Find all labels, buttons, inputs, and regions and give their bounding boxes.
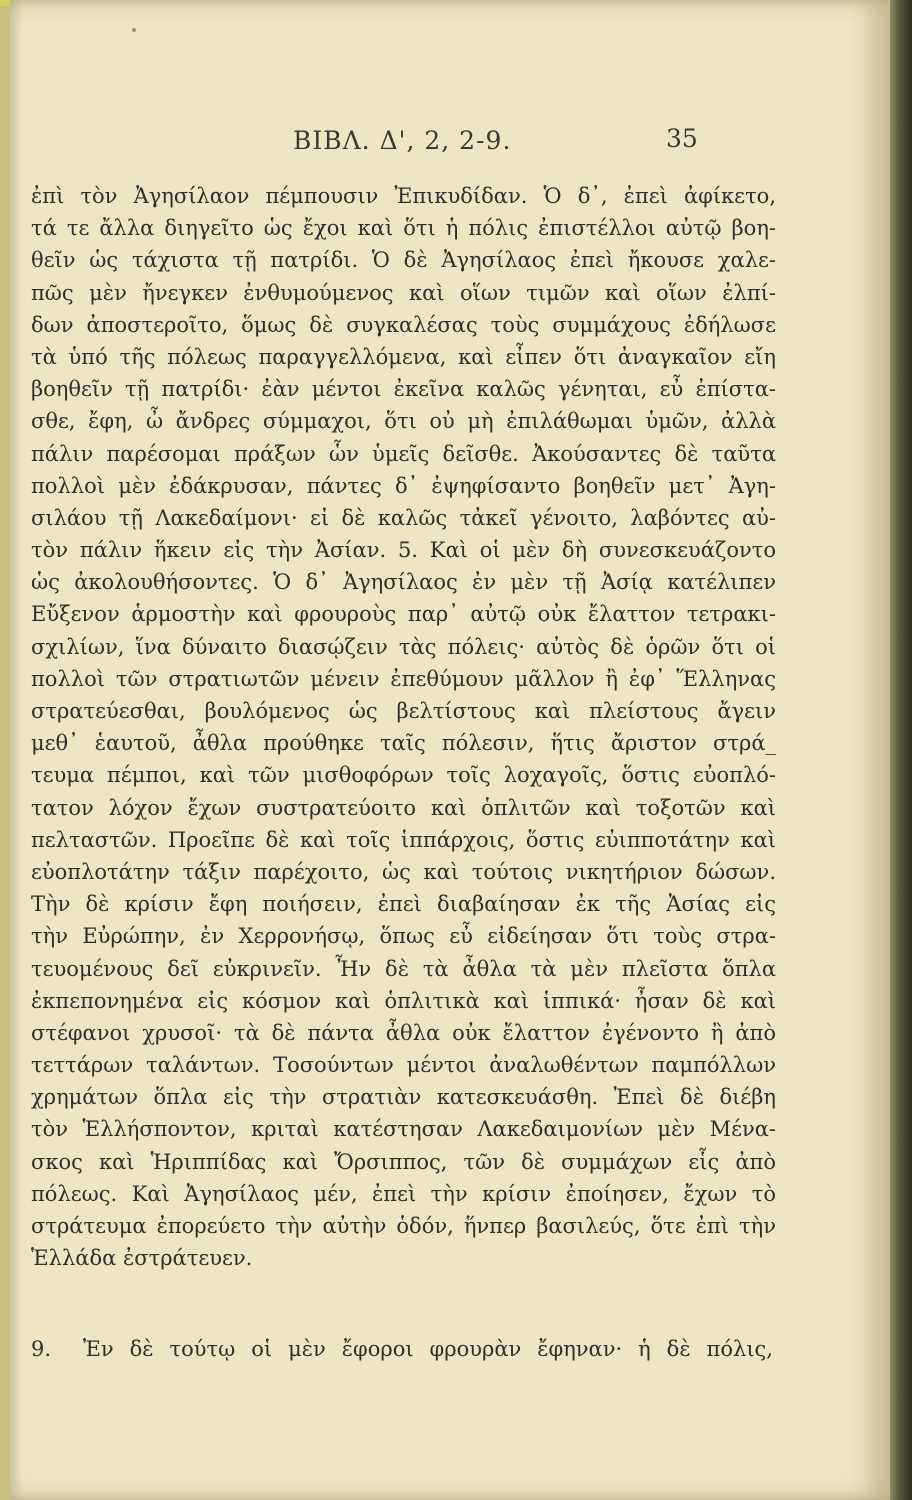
text-line: τευμα πέμποι, καὶ τῶν μισθοφόρων τοῖς λοχαγοῖς, ὅστις εὐοπλό- [31, 763, 776, 788]
page-header [10, 118, 890, 168]
body-text [31, 180, 776, 1274]
paper-speck [132, 28, 136, 32]
text-line: θεῖν ὡς τάχιστα τῇ πατρίδι. Ὁ δὲ Ἀγησίλαος ἐπεὶ ἤκουσε χαλε- [31, 248, 776, 273]
text-line: πόλεως. Καὶ Ἀγησίλαος μέν, ἐπεὶ τὴν κρίσιν ἐποίησεν, ἔχων τὸ [31, 1181, 776, 1206]
text-line: ὡς ἀκολουθήσοντες. Ὁ δ᾽ Ἀγησίλαος ἐν μὲν τῇ Ἀσίᾳ κατέλιπεν [31, 570, 776, 595]
section-number: 9. [31, 1337, 52, 1361]
text-line: πολλοὶ μὲν ἐδάκρυσαν, πάντες δ᾽ ἐψηφίσαντο βοηθεῖν μετ᾽ Ἀγη- [31, 473, 776, 498]
text-line: τά τε ἄλλα διηγεῖτο ὡς ἔχοι καὶ ὅτι ἡ πόλις ἐπιστέλλοι αὐτῷ βοη- [31, 216, 776, 241]
page-left-edge [0, 0, 10, 1500]
text-line: πολλοὶ τῶν στρατιωτῶν μένειν ἐπεθύμουν μᾶλλον ἢ ἐφ᾽ Ἕλληνας [31, 666, 776, 691]
section-text: Ἐν δὲ τούτῳ οἱ μὲν ἔφοροι φρουρὰν ἔφηναν· ἡ δὲ πόλις, [83, 1337, 773, 1361]
text-line: σιλάου τῇ Λακεδαίμονι· εἰ δὲ καλῶς τἀκεῖ γένοιτο, λαβόντες αὐ- [31, 505, 776, 530]
text-line: Εὔξενον ἁρμοστὴν καὶ φρουροὺς παρ᾽ αὐτῷ οὐκ ἔλαττον τετρακι- [31, 602, 776, 627]
text-line: εὐοπλοτάτην τάξιν παρέχοιτο, ὡς καὶ τούτοις νικητήριον δώσων. [31, 859, 776, 884]
page-number: 35 [666, 124, 698, 153]
text-line: στέφανοι χρυσοῖ· τὰ δὲ πάντα ἆθλα οὐκ ἔλαττον ἐγένοντο ἢ ἀπὸ [31, 1020, 776, 1045]
text-line: στρατεύεσθαι, βουλόμενος ὡς βελτίστους καὶ πλείστους ἄγειν [31, 699, 776, 723]
text-line: πῶς μὲν ἤνεγκεν ἐνθυμούμενος καὶ οἵων τιμῶν καὶ οἵων ἐλπί- [31, 280, 776, 305]
text-line: σχιλίων, ἵνα δύναιτο διασῴζειν τὰς πόλεις· αὐτὸς δὲ ὁρῶν ὅτι οἱ [31, 634, 776, 659]
text-line: τευομένους δεῖ εὐκρινεῖν. Ἦν δὲ τὰ ἆθλα τὰ μὲν πλεῖστα ὅπλα [31, 956, 776, 981]
text-line: σκος καὶ Ἡριππίδας καὶ Ὄρσιππος, τῶν δὲ συμμάχων εἷς ἀπὸ [31, 1149, 776, 1174]
text-line: ἐκπεπονημένα εἰς κόσμον καὶ ὁπλιτικὰ καὶ ἱππικά· ἦσαν δὲ καὶ [31, 988, 776, 1013]
text-line: τὴν Εὐρώπην, ἐν Χερρονήσῳ, ὅπως εὖ εἰδείησαν ὅτι τοὺς στρα- [31, 924, 776, 949]
text-line: χρημάτων ὅπλα εἰς τὴν στρατιὰν κατεσκευάσθη. Ἐπεὶ δὲ διέβη [31, 1085, 776, 1110]
text-line: Ἑλλάδα ἐστράτευεν. [31, 1246, 253, 1271]
text-line: τὰ ὑπό τῆς πόλεως παραγγελλόμενα, καὶ εἶπεν ὅτι ἀναγκαῖον εἴη [31, 344, 776, 369]
text-line: τὸν πάλιν ἥκειν εἰς τὴν Ἀσίαν. 5. Καὶ οἱ μὲν δὴ συνεσκευάζοντο [31, 538, 776, 563]
book-spine-edge [890, 0, 912, 1500]
text-line: στράτευμα ἐπορεύετο τὴν αὐτὴν ὁδόν, ἥνπερ βασιλεύς, ὅτε ἐπὶ τὴν [31, 1214, 776, 1238]
book-page [10, 0, 890, 1500]
text-line: πάλιν παρέσομαι πράξων ὧν ὑμεῖς δεῖσθε. Ἀκούσαντες δὲ ταῦτα [31, 441, 776, 466]
text-line: μεθ᾽ ἑαυτοῦ, ἆθλα προύθηκε ταῖς πόλεσιν, ἥτις ἄριστον στρά_ [31, 731, 776, 756]
text-line: τεττάρων ταλάντων. Τοσούντων μέντοι ἀναλωθέντων παμπόλλων [31, 1053, 776, 1078]
text-line: ἐπὶ τὸν Ἀγησίλαον πέμπουσιν Ἐπικυδίδαν. Ὁ δ᾽, ἐπεὶ ἀφίκετο, [31, 184, 776, 208]
text-line: τὸν Ἑλλήσποντον, κριταὶ κατέστησαν Λακεδαιμονίων μὲν Μένα- [31, 1117, 776, 1142]
running-head: ΒΙΒΛ. Δ', 2, 2-9. [293, 126, 512, 155]
text-line: βοηθεῖν τῇ πατρίδι· ἐὰν μέντοι ἐκεῖνα καλῶς γένηται, εὖ ἐπίστα- [31, 377, 776, 402]
text-line: τατον λόχον ἔχων συστρατεύοιτο καὶ ὁπλιτῶν καὶ τοξοτῶν καὶ [31, 795, 776, 820]
text-line: Τὴν δὲ κρίσιν ἔφη ποιήσειν, ἐπεὶ διαβαίησαν ἐκ τῆς Ἀσίας εἰς [31, 892, 776, 917]
text-line: σθε, ἔφη, ὦ ἄνδρες σύμμαχοι, ὅτι οὐ μὴ ἐπιλάθωμαι ὑμῶν, ἀλλὰ [31, 409, 776, 434]
text-line: πελταστῶν. Προεῖπε δὲ καὶ τοῖς ἱππάρχοις, ὅστις εὐιπποτάτην καὶ [31, 827, 776, 852]
text-line: δων ἀποστεροῖτο, ὅμως δὲ συγκαλέσας τοὺς συμμάχους ἐδήλωσε [31, 312, 776, 337]
section-9 [31, 1332, 776, 1366]
